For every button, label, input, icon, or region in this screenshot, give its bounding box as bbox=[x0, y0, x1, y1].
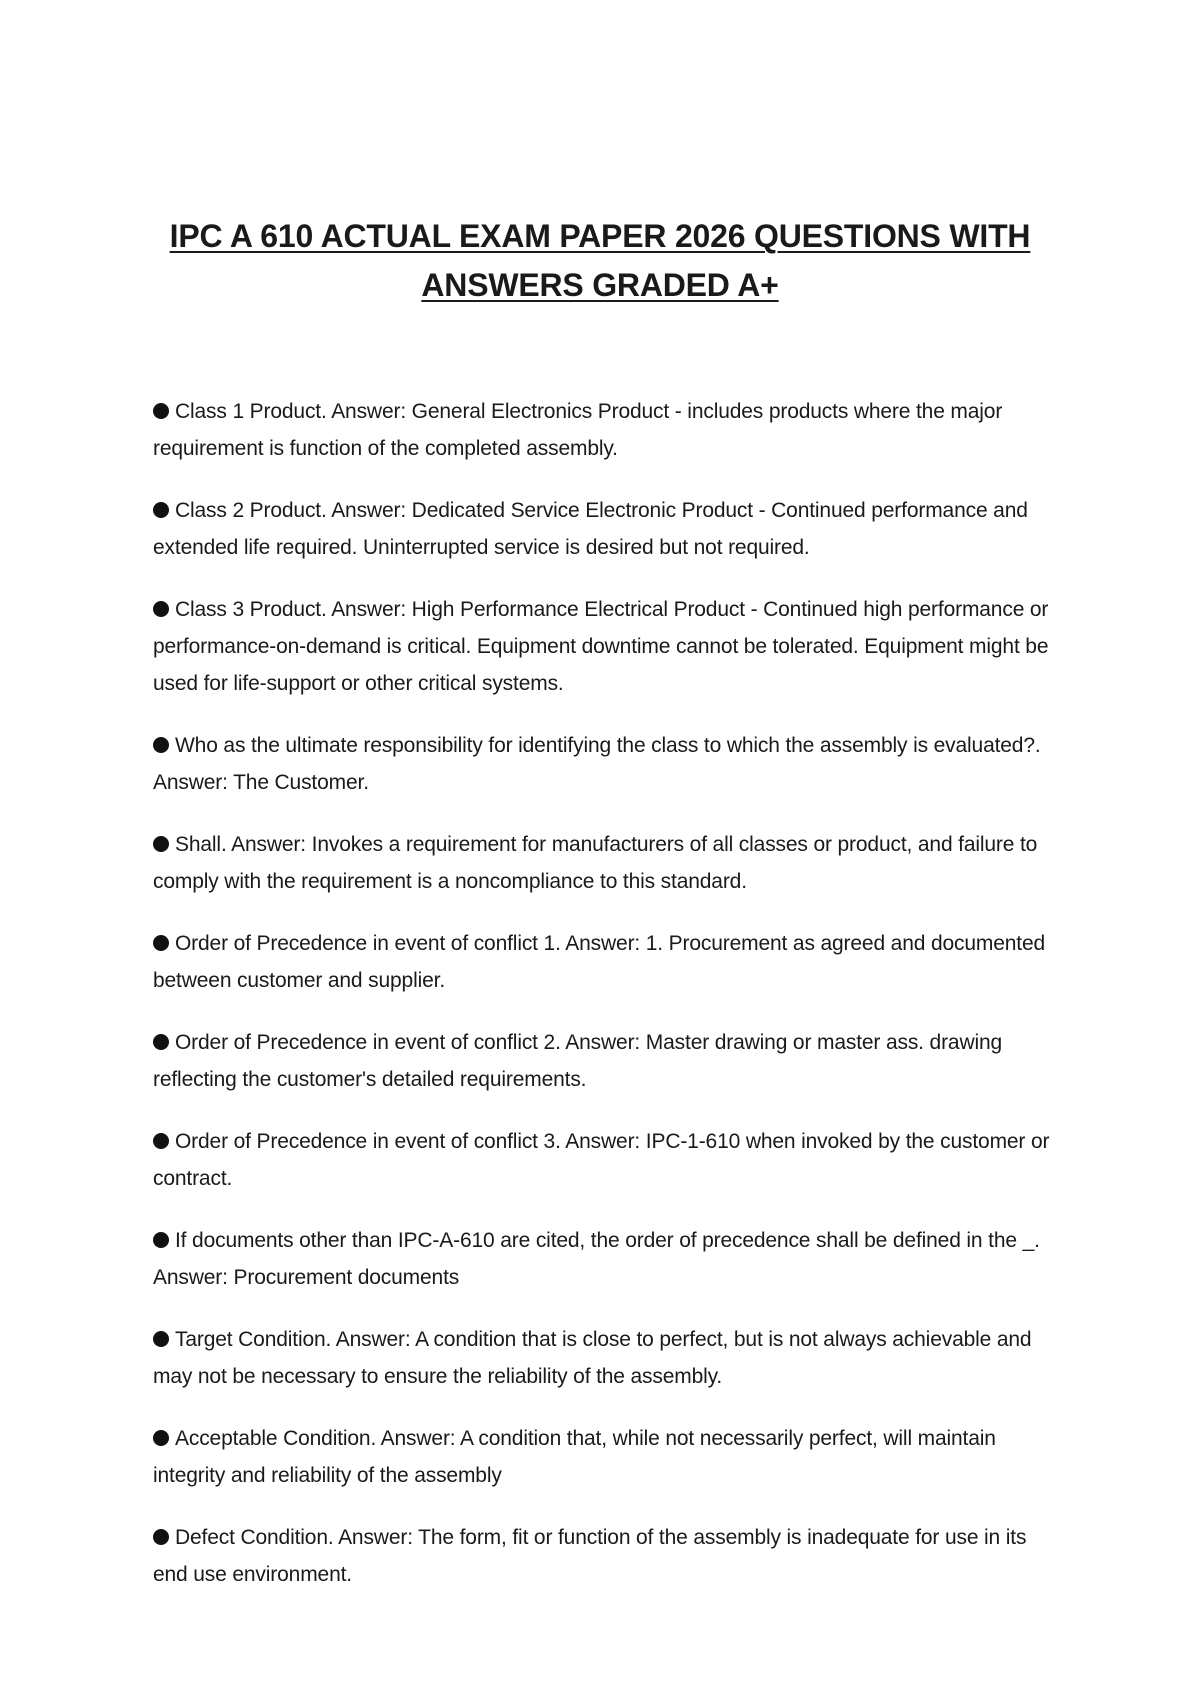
qa-item bbox=[153, 591, 1053, 702]
bullet-icon bbox=[153, 601, 169, 617]
bullet-icon bbox=[153, 1430, 169, 1446]
qa-item bbox=[153, 1024, 1053, 1098]
bullet-icon bbox=[153, 1034, 169, 1050]
qa-item bbox=[153, 826, 1053, 900]
qa-item bbox=[153, 1519, 1053, 1593]
qa-item bbox=[153, 1420, 1053, 1494]
qa-text: Defect Condition. Answer: The form, fit or function of the assembly is inadequate for use in its end use environment. bbox=[153, 1526, 1027, 1586]
bullet-icon bbox=[153, 1331, 169, 1347]
qa-list bbox=[153, 393, 1053, 1618]
qa-text: Order of Precedence in event of conflict 3. Answer: IPC-1-610 when invoked by the customer or contract. bbox=[153, 1130, 1050, 1190]
qa-text: Order of Precedence in event of conflict 1. Answer: 1. Procurement as agreed and documented between customer and supplier. bbox=[153, 932, 1046, 992]
qa-item bbox=[153, 925, 1053, 999]
bullet-icon bbox=[153, 1232, 169, 1248]
qa-text: Order of Precedence in event of conflict 2. Answer: Master drawing or master ass. drawing reflecting the customer's detailed requirements. bbox=[153, 1031, 1003, 1091]
qa-item bbox=[153, 492, 1053, 566]
qa-text: Acceptable Condition. Answer: A condition that, while not necessarily perfect, will maintain integrity and reliability of the assembly bbox=[153, 1427, 996, 1487]
qa-item bbox=[153, 1222, 1053, 1296]
qa-text: If documents other than IPC-A-610 are cited, the order of precedence shall be defined in the _. Answer: Procurement documents bbox=[153, 1229, 1040, 1289]
qa-text: Class 1 Product. Answer: General Electronics Product - includes products where the major requirement is function of the completed assembly. bbox=[153, 400, 1003, 460]
qa-text: Class 2 Product. Answer: Dedicated Service Electronic Product - Continued performance and extended life required. Uninterrupted service is desired but not required. bbox=[153, 499, 1028, 559]
bullet-icon bbox=[153, 403, 169, 419]
qa-text: Class 3 Product. Answer: High Performance Electrical Product - Continued high performance or performance-on-demand is critical. Equipment downtime cannot be tolerated. Equipment might be used for life-support or other critical systems. bbox=[153, 598, 1049, 695]
document-title: IPC A 610 ACTUAL EXAM PAPER 2026 QUESTIONS WITH ANSWERS GRADED A+ bbox=[169, 218, 1031, 303]
bullet-icon bbox=[153, 935, 169, 951]
qa-item bbox=[153, 1321, 1053, 1395]
bullet-icon bbox=[153, 737, 169, 753]
qa-text: Who as the ultimate responsibility for identifying the class to which the assembly is evaluated?. Answer: The Customer. bbox=[153, 734, 1041, 794]
qa-item bbox=[153, 1123, 1053, 1197]
qa-text: Target Condition. Answer: A condition that is close to perfect, but is not always achievable and may not be necessary to ensure the reliability of the assembly. bbox=[153, 1328, 1032, 1388]
qa-item bbox=[153, 393, 1053, 467]
qa-text: Shall. Answer: Invokes a requirement for manufacturers of all classes or product, and failure to comply with the requirement is a noncompliance to this standard. bbox=[153, 833, 1038, 893]
qa-item bbox=[153, 727, 1053, 801]
bullet-icon bbox=[153, 836, 169, 852]
bullet-icon bbox=[153, 502, 169, 518]
bullet-icon bbox=[153, 1529, 169, 1545]
bullet-icon bbox=[153, 1133, 169, 1149]
